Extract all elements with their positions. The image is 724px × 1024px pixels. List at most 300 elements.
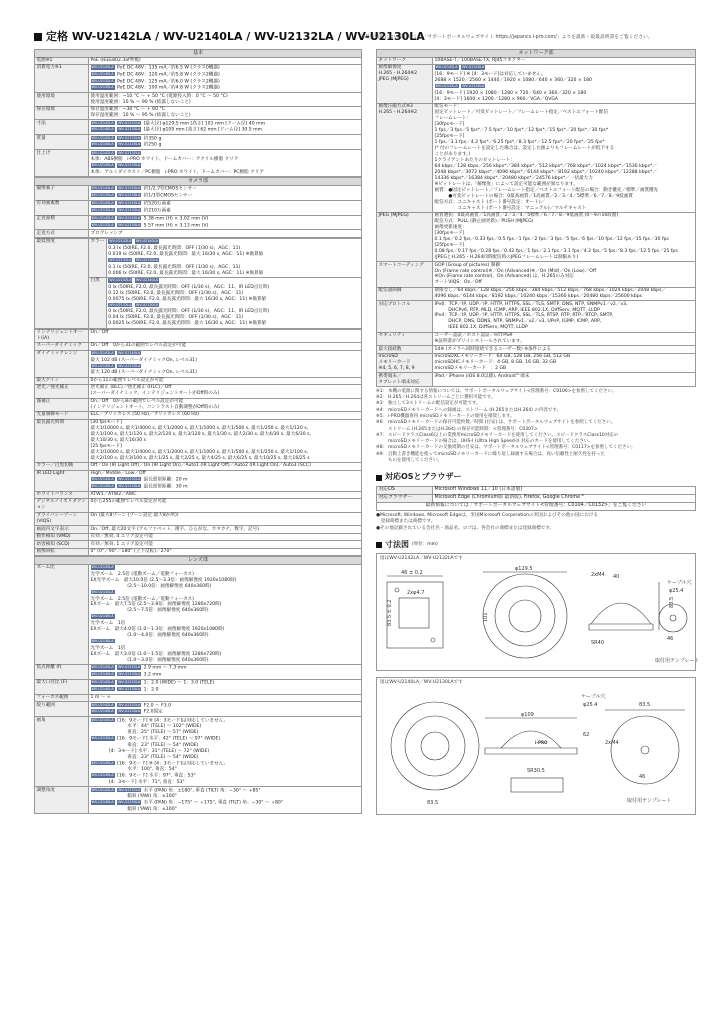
table-row — [35, 787, 362, 814]
model-tag: WV-U2142LA — [91, 702, 114, 707]
spec-value-line: [25fpsモード] — [434, 243, 465, 249]
table-row — [377, 502, 696, 510]
spec-value-line: 本体：ABS樹脂 i-PRO ホワイト、ドームカバー：アクリル樹脂 クリア — [90, 157, 239, 163]
model-tag: WV-U2132LA — [109, 302, 132, 307]
side-dome — [591, 603, 651, 624]
table-row — [35, 512, 362, 526]
footnote-mark: ※5： — [376, 414, 388, 419]
table-row — [377, 65, 696, 104]
footnote-text: microSDメモリーカードへの録画は、ストリーム (H.265またはH.264) の内容です。 — [388, 407, 562, 413]
spec-value — [89, 470, 362, 491]
brand-logo: i-PRO — [535, 740, 548, 746]
spec-value-line: 1 m 〜 ∞ — [90, 695, 111, 701]
spec-value — [89, 385, 362, 399]
model-tag: WV-U2130LA — [118, 222, 141, 227]
spec-value-line: 最大1/10000 s, 最大1/4000 s, 最大1/2000 s, 最大1/1000 s, 最大1/500 s, 最大1/250 s, 最大1/120 s, — [90, 426, 309, 432]
spec-value-line: High／Middle／Low／Off — [90, 470, 146, 476]
spec-value — [433, 65, 696, 104]
dimensions-heading-text: 寸法図 — [385, 539, 409, 549]
footnote-mark: ※3： — [376, 401, 388, 407]
spec-value — [89, 679, 362, 694]
spec-value-line: WV-U2140LA PoE DC 48V：120 mA／約5.8 W (クラス2機器) — [91, 72, 220, 78]
spec-value-line: 配信モード： — [434, 104, 462, 110]
model-tag: WV-U2140LA — [118, 185, 141, 190]
footnote-text: microSDメモリーカードの場合は、UHS-I (Ultra High Speed-I) 対応のカードを使用してください。 — [388, 439, 593, 445]
spec-key: 妨害検知 (SCD) — [35, 541, 89, 549]
spec-value-line: ことがあります。) — [434, 151, 471, 157]
spec-value-line: 2048 kbps*／3072 kbps*／4096 kbps*／6144 kbps*／8192 kbps*／10240 kbps*／12288 kbps*／ — [434, 169, 657, 175]
table-row — [35, 694, 362, 702]
spec-value-line: 0° (0°／90°／180° (上下反転)／270° — [90, 549, 172, 555]
spec-key: 対応プロトコル — [377, 301, 433, 332]
spec-value-line: WV-U2132LA [16：9モード] 水平：42° (TELE) 〜 97° (WIDE) — [91, 736, 221, 742]
spec-value-line: 4096 kbps／6144 kbps／8192 kbps／10240 kbps／15360 kbps／20480 kbps／25600 kbps — [434, 293, 643, 299]
spec-value-line: 0.006 lx (50IRE, F2.0, 最長露光時間：最大 16/30 s, AGC：11) ※換算値 — [108, 270, 264, 276]
model-tag: WV-U2130LA — [118, 207, 141, 212]
spec-value-line: 傾斜 (YAW) 角：±100° — [90, 794, 177, 800]
os-value: Microsoft Windows 11／10 (日本語版) — [433, 486, 696, 494]
table-row — [35, 106, 362, 120]
table-row — [35, 499, 362, 513]
spec-key: 動作検知 (VMD) — [35, 533, 89, 541]
model-tag: WV-U2140LA — [135, 278, 158, 283]
spec-value-line: WV-U2142LA [16：9モード] ※ [4：3モード]は対応していません。 — [91, 717, 229, 724]
spec-subkey: カラー — [89, 239, 107, 278]
spec-value-line: 最大2/100 s, 最大3/100 s, 最大1/25 s, 最大2/25 s, 最大4/25 s, 最大6/25 s, 最大10/25 s, 最大16/25 s — [90, 455, 310, 461]
table-row — [35, 564, 362, 664]
spec-value — [89, 526, 362, 534]
spec-value-line: 配信方式：ユニキャスト (ポート番号設定：オート)／ — [434, 199, 546, 205]
spec-key: 最大口径比 (F) — [35, 679, 89, 694]
table-row — [35, 239, 362, 278]
spec-value — [433, 353, 696, 373]
browser-value: Microsoft Edge (Chromium版 最新版), Firefox, Google Chrome™ — [433, 494, 696, 502]
spec-value — [89, 185, 362, 200]
footnote-text: 自動上書き機能を使ってmicroSDメモリーカードに繰り返し録画する場合は、高い信頼性と耐久性を持った — [388, 451, 605, 457]
table-row — [377, 212, 696, 261]
spec-key: 調整角度 — [35, 787, 89, 814]
spec-value-line — [108, 278, 359, 285]
spec-value — [89, 65, 362, 93]
table-row — [35, 343, 362, 351]
spec-value-line: EX光学ズーム 最大10.0倍 (2.5〜3.3倍：画像解像度 1920x1080時) — [90, 577, 237, 583]
model-tag: WV-U2130LA — [118, 163, 141, 168]
spec-value-line: 本体：アルミダイカスト／PC樹脂 i-PRO ホワイト、ドームカバー：PC樹脂 クリア — [90, 169, 264, 175]
trademark-line: 登録商標または商標です。 — [376, 519, 436, 525]
spec-key: デジタルノイズリダクション — [35, 499, 89, 513]
spec-value-line: ※ビットレートは、「解像度」によって設定可能な範囲が異なります。 — [434, 181, 578, 187]
model-tag: WV-U2132LA — [118, 702, 141, 707]
spec-value-line: 画像更新速度： — [434, 225, 467, 231]
spec-value — [89, 548, 362, 556]
table-row — [35, 419, 362, 462]
model-tag: WV-U2132LA — [91, 207, 114, 212]
dim-2xm4: 2xM4 — [591, 572, 605, 579]
footnote-mark — [376, 458, 386, 464]
spec-value-line: 0.1 fps／0.2 fps／0.33 fps／0.5 fps／1 fps／2 fps／3 fps／5 fps／6 fps／10 fps／12 fps／15 fps／30 fps — [434, 237, 669, 243]
spec-value — [106, 277, 361, 328]
spec-key: IR LED Light — [35, 470, 89, 491]
spec-value — [89, 702, 362, 717]
model-tag: WV-U2132LA — [118, 665, 141, 670]
model-tag: WV-U2140LA — [91, 686, 114, 691]
os-note: 最新情報については「サポートポータルウェブサイト<管理番号：C0104／C0132>」をご覧ください — [377, 502, 696, 510]
spec-value — [433, 373, 696, 387]
bottom-base — [511, 778, 563, 792]
table-row — [35, 215, 362, 230]
spec-value-line: 最大1/10000 s, 最大1/4000 s, 最大1/2000 s, 最大1/1000 s, 最大1/500 s, 最大1/250 s, 最大1/100 s, — [90, 449, 309, 455]
spec-key: microSD メモリーカード ※4, 5, 6, 7, 8, 9 — [377, 353, 433, 373]
spec-value-line: 2688 × 1520／2560 × 1440／1920 × 1080／640 × 360／320 × 180 — [434, 78, 592, 83]
mount-hole — [431, 638, 435, 642]
spec-value-line: WV-U2142LA WV-U2132LA 水平 (PAN) 角：±180°, 垂直 (TILT) 角：−30° 〜 +85° — [91, 787, 261, 794]
table-row — [35, 702, 362, 717]
spec-value-line: 0.1 lx (50IRE, F2.0, 最長露光時間：OFF (1/30 s)、AGC：11) — [108, 264, 241, 270]
spec-value-line: EXズーム 最大3.0倍 (1.0〜1.5倍：画像解像度 1280x720時) — [90, 651, 222, 657]
spec-key: 画像圧縮方式※3 H.265・H.264※2 — [377, 103, 433, 212]
table-row — [35, 200, 362, 215]
spec-value-line: WV-U2132LA WV-U2130LA 5.57 mm (H) × 3.13 mm (V) — [91, 222, 209, 229]
os-table — [376, 486, 696, 511]
spec-value-line — [91, 163, 360, 170]
dome-lens-outline — [421, 732, 449, 760]
spec-value — [89, 377, 362, 385]
dim-cable-d: φ25.4 — [669, 588, 684, 595]
spec-value-line: WV-U2140LA WV-U2130LA 最長照射距離：30 m — [91, 483, 188, 490]
dim-1295: φ129.5 — [515, 566, 533, 573]
table-row — [35, 150, 362, 177]
spec-key: 画像解像度 H.265・H.264※2 JPEG (MJPEG) — [377, 65, 433, 104]
spec-value — [89, 564, 362, 664]
spec-value-line — [108, 258, 359, 265]
spec-value-line: 14※ (カメラへ同時接続できるユーザー数) ※条件による — [434, 346, 552, 352]
spec-value-line: (2.5〜10.0倍：画像解像度 640x360時) — [90, 583, 212, 589]
spec-value — [89, 419, 362, 462]
table-row — [35, 463, 362, 471]
dim-835: 83.5 — [639, 702, 651, 709]
table-row — [377, 486, 696, 494]
section-header: カメラ部 — [35, 178, 362, 186]
table-row — [35, 717, 362, 787]
spec-value-line: WV-U2142LA WV-U2140LA 5.38 mm (H) × 3.02 mm (V) — [91, 215, 209, 222]
spec-value-line: 0.0025 lx (50IRE, F2.0, 最長露光時間：最大 16/30 s, AGC：11) ※換算値 — [108, 321, 267, 327]
spec-value — [89, 120, 362, 135]
footnote-text: 独立して3ストリームの配信設定が可能です。 — [388, 401, 481, 407]
footnote-mark: ※8： — [376, 445, 388, 451]
spec-key: 消費電力※1 — [35, 65, 89, 93]
spec-key: 走査方式 — [35, 230, 89, 238]
footnote — [376, 458, 696, 464]
model-tag: WV-U2130LA — [118, 192, 141, 197]
spec-key: 有効画素数 — [35, 200, 89, 215]
browser-key: 対応ブラウザー — [377, 494, 433, 502]
spec-value-line: (2.5〜7.5倍：画像解像度 640x360時) — [90, 608, 209, 614]
spec-key: 画面内文字表示 — [35, 526, 89, 534]
spec-key: スーパーダイナミック — [35, 343, 89, 351]
spec-value-line: 逆光補正 (BLC)／強光補正 (HLC)／Off — [90, 385, 172, 391]
model-tag: WV-U2140LA — [91, 142, 114, 147]
spec-key: プライバシーゾーン(VIQS) — [35, 512, 89, 526]
spec-value-line: 垂直：23° (TELE) 〜 54° (WIDE) — [90, 742, 199, 748]
dimension-drawing-2 — [377, 688, 695, 812]
table-row — [35, 664, 362, 679]
spec-value-line: 0.08 fps／0.17 fps／0.28 fps／0.42 fps／1 fps／2.1 fps／3.1 fps／4.2 fps／5 fps／8.3 fps／12.5 fps／25 fps — [434, 249, 678, 255]
table-row — [377, 287, 696, 301]
spec-value — [433, 287, 696, 301]
spec-value — [89, 106, 362, 120]
table-row — [377, 332, 696, 346]
spec-value-line: ※証明書がプリインストールされています。 — [434, 338, 525, 344]
spec-value-line: WV-U2130LA PoE DC 48V：100 mA／約4.8 W (クラス2機器) — [91, 85, 220, 92]
table-row — [377, 373, 696, 387]
spec-key: ネットワーク — [377, 57, 433, 65]
dome-lens-outline — [509, 600, 541, 632]
table-row — [35, 541, 362, 549]
spec-value-line: 使用湿度範囲：10 % 〜 90 % (結露しないこと) — [90, 99, 191, 105]
spec-value-line: 配信方式：PULL (静止画更新)／PUSH (MJPEG) — [434, 219, 534, 225]
spec-value — [89, 398, 362, 412]
table-row — [35, 93, 362, 107]
table-row — [35, 185, 362, 200]
spec-value — [433, 57, 696, 65]
side-dome — [501, 731, 561, 748]
table-row — [35, 57, 362, 65]
spec-value-line: 10BASE-T／100BASE-TX, RJ45コネクター — [434, 57, 526, 63]
spec-value-line: 傾斜 (YAW) 角：±100° — [90, 806, 177, 812]
table-row — [35, 65, 362, 93]
dim-cable: ケーブル穴 — [667, 580, 692, 587]
model-tag: WV-U2140LA — [118, 350, 141, 355]
model-tag: WV-U2142LA — [91, 680, 114, 685]
spec-value — [89, 412, 362, 420]
spec-value-line: EXズーム 最大7.5倍 (2.5〜3.8倍：画像解像度 1280x720時) — [90, 602, 222, 608]
spec-value-line: 使用温度範囲：−10 °C 〜 + 50 °C (電源投入時：0 °C 〜 50 °C) — [90, 93, 228, 99]
spec-value-line: WV-U2140LA WV-U2130LA 3.2 mm — [91, 671, 162, 678]
template-cable-hole — [670, 615, 676, 621]
spec-value-line: [16：9モード] 1920 × 1080／1280 × 720／640 × 360／320 × 180 — [434, 90, 587, 96]
dim-62: 62 — [583, 732, 590, 739]
spec-value-line: On／Off — [90, 329, 109, 335]
spec-value-line: [30fpsモード] — [434, 231, 465, 237]
model-tag: WV-U2142LA — [91, 787, 114, 792]
spec-value-line — [91, 590, 360, 597]
model-tag: WV-U2142LA — [91, 215, 114, 220]
os-key: 対応OS — [377, 486, 433, 494]
table-row — [35, 329, 362, 343]
spec-value-line: [25fpsモード] — [434, 134, 465, 140]
spec-value-line: 画質：●固定ビットレート／フレームレート指定／ベストエフォート配信の場合：動き優先／標準／画質優先 — [434, 187, 659, 193]
right-spec-column — [376, 49, 700, 815]
spec-value — [89, 463, 362, 471]
spec-subkey: 白黒 — [89, 277, 107, 328]
spec-key: 使用環境 — [35, 93, 89, 107]
dim-46: 46 — [639, 774, 646, 781]
left-spec-column — [34, 49, 362, 814]
footnote-mark: ※2： — [376, 395, 388, 401]
table-row — [377, 346, 696, 354]
template-cable-hole — [641, 746, 649, 754]
table-row — [377, 262, 696, 287]
drawing-caption: 図はWV-U2140LA／WV-U2130LAです — [380, 680, 463, 686]
spec-value — [89, 350, 362, 377]
spec-value-line: 0 lx (50IRE, F2.0, 最長露光時間：OFF (1/30 s)、AGC：11、IR LED点灯時) — [108, 284, 270, 290]
model-tag: WV-U2142LA — [435, 65, 458, 70]
drawing-caption: 図はWV-U2142LA／WV-U2132LAです — [380, 556, 463, 562]
spec-key: セキュリティ — [377, 332, 433, 346]
model-tag: WV-U2130LA — [118, 142, 141, 147]
spec-value-line: WV-U2142LA PoE DC 48V：135 mA／約6.5 W (クラス0機器) — [91, 65, 220, 72]
spec-key: 走査面積 — [35, 215, 89, 230]
spec-value-line: 0から255の範囲でレベル設定が可能 — [90, 499, 167, 505]
spec-value — [89, 664, 362, 679]
spec-value-line — [91, 639, 360, 646]
spec-value-line: microSDメモリーカード ：2 GB — [434, 366, 507, 372]
spec-value-line: 0.3 lx (50IRE, F2.0, 最長露光時間：OFF (1/30 s)、AGC：11) — [108, 246, 241, 251]
model-tag: WV-U2142LA — [91, 185, 114, 190]
spec-key: 画角 — [35, 717, 89, 787]
spec-value-line: ELC／ブリッカレス (50 Hz)／ブリッカレス (60 Hz) — [90, 412, 199, 418]
table-row — [35, 526, 362, 534]
footnotes — [376, 389, 696, 465]
spec-table — [34, 329, 362, 557]
spec-value-line: WV-U2132LA WV-U2130LA 約210万画素 — [91, 207, 171, 214]
table-row — [35, 350, 362, 377]
model-tag: WV-U2130LA — [135, 302, 158, 307]
footnote-mark: ※4： — [376, 407, 388, 413]
spec-value — [89, 230, 362, 238]
spec-value-line: WV-U2132LA WV-U2130LA 約1/3型CMOSセンサー — [91, 192, 193, 199]
spec-value-line: IEEE 802.1X, DiffServ, MQTT, LLDP — [434, 325, 528, 331]
spec-key: 保存環境 — [35, 106, 89, 120]
spec-value-line: IPv6：TCP／IP, UDP／IP, HTTP, HTTPS, SSL／TLS, SMTP, DNS, NTP, SNMPv1／v2／v3, — [434, 301, 628, 307]
spec-value-line: PoE (IEEE802.3af準拠) — [90, 57, 141, 63]
spec-value-line: WV-U2142LA WV-U2132LA [最大径] φ129.5 mm [高さ] 101 mm [ドーム径] 40 mm — [91, 120, 266, 127]
dimension-drawing-1 — [377, 564, 700, 668]
spec-value — [89, 200, 362, 215]
spec-value-line: WV-U2140LA WV-U2130LA 1：2.0 — [91, 686, 159, 693]
spec-value-line: IPv4：TCP／IP, UDP／IP, HTTP, HTTPS, SSL／TLS, RTSP, RTP, RTP／RTCP, SMTP, — [434, 313, 614, 319]
model-tag: WV-U2130LA — [135, 257, 158, 262]
spec-key: 霧補正 — [35, 398, 89, 412]
spec-value-line: 保存湿度範囲：10 % 〜 95 % (結露しないこと) — [90, 113, 191, 119]
model-tag: WV-U2140LA — [135, 239, 158, 244]
spec-key: 仕上げ — [35, 150, 89, 177]
table-row — [377, 301, 696, 332]
spec-value-line: microSDXCメモリーカード：64 GB, 128 GB, 256 GB, 512 GB — [434, 354, 571, 360]
spec-value-line — [108, 239, 359, 246]
table-row — [377, 353, 696, 373]
footnote-text: i-PRO機器専用 microSDメモリーカードの使用を推奨します。 — [388, 414, 515, 419]
spec-value-line: (インテリジェントオート、コントラスト自動調整がOff時のみ) — [90, 404, 220, 410]
trademark-notes — [376, 513, 696, 532]
dim-109: φ109 — [521, 712, 534, 719]
spec-value-line — [91, 351, 360, 358]
spec-value-line: 1 fps／3.1 fps／4.2 fps*／6.25 fps*／8.3 fps*／12.5 fps*／20 fps*／25 fps* — [434, 139, 605, 145]
spec-value-line: 光学ズーム 1倍 — [90, 645, 126, 651]
spec-value — [89, 343, 362, 351]
spec-key: 絞り範囲 — [35, 702, 89, 717]
spec-value — [89, 150, 362, 177]
header-note: ※最新情報について詳しくは「サポートポータルウェブサイト https://japancs.i-pro.com/」よりを最新・取扱説明書をご覧ください。 — [361, 35, 653, 40]
dim-835b: 83.5 — [669, 597, 675, 609]
spec-value-line: On (最大8ゾーン (ゾーン設定 最大8か所)) — [90, 512, 179, 518]
model-tag: WV-U2140LA — [462, 65, 485, 70]
spec-value-line: 水平：100°, 垂直：54° — [90, 767, 177, 773]
spec-key: カラー／白黒切換 — [35, 463, 89, 471]
spec-value-line: ※On (Frame rate control)、On (Advanced) は、H.265のみ対応 — [434, 274, 574, 280]
section-header: 基本 — [35, 50, 362, 58]
spec-value-line: 最大 102 dB (スーパーダイナミックOn, レベル31) — [90, 357, 197, 363]
dim-sr: SR30.5 — [527, 768, 545, 775]
spec-value-line: (1.0〜4.0倍：画像解像度 640x360時) — [90, 633, 209, 639]
model-tag: WV-U2130LA — [118, 483, 141, 488]
dim-2x47: 2xφ4.7 — [407, 590, 425, 597]
dim-2xm4: 2xM4 — [605, 740, 619, 747]
dim-cable: ケーブル穴 — [581, 694, 606, 701]
os-heading-text: 対応OSとブラウザー — [385, 472, 462, 482]
model-tag: WV-U2130LA — [118, 671, 141, 676]
spec-value-line: (スーパーダイナミック、インテリジェントオートがOff時のみ) — [90, 391, 220, 397]
spec-value-line: 光学ズーム 2.5倍 (電動ズーム／電動フォーカス) — [90, 571, 194, 577]
spec-table — [376, 49, 696, 387]
footnote-text: 本機の電源に関する情報については、サポートポータルウェブサイト<管理番号：C0106>を参照してください。 — [388, 388, 617, 394]
spec-value — [89, 717, 362, 787]
footnote-text: ストリーム (H.265またはH.264) の保存可能時間：<管理番号：C0307> — [388, 426, 538, 432]
spec-value — [89, 499, 362, 513]
spec-value-line: WV-U2142LA WV-U2132LA F2.0 〜 F3.0 — [91, 702, 172, 709]
spec-value — [89, 329, 362, 343]
table-row — [35, 135, 362, 150]
spec-table — [34, 49, 362, 177]
spec-key: 携帯端末／ タブレット端末対応 — [377, 373, 433, 387]
spec-key: 電源※1 — [35, 57, 89, 65]
model-tag: WV-U2130LA — [118, 709, 141, 714]
spec-key: 焦点距離 (f) — [35, 664, 89, 679]
table-row — [35, 398, 362, 412]
footnote-mark: ※9： — [376, 451, 388, 457]
spec-value-line: プログレッシブ — [90, 230, 123, 236]
spec-value — [433, 301, 696, 332]
model-tag: WV-U2142LA — [91, 350, 114, 355]
model-tag: WV-U2130LA — [118, 127, 141, 132]
spec-key: 質量 — [35, 135, 89, 150]
table-row — [35, 491, 362, 499]
spec-value-line: WV-U2140LA WV-U2130LA [最大径] φ109 mm [高さ] 62 mm [ドーム径] 30.5 mm — [91, 127, 263, 134]
spec-key: 寸法 — [35, 120, 89, 135]
model-tag: WV-U2132LA — [118, 120, 141, 125]
spec-value-line: ユニキャスト (ポート番号設定：マニュアル)／マルチキャスト — [434, 205, 587, 211]
dome-top-outline — [483, 574, 567, 658]
model-tag: WV-U2142LA — [109, 278, 132, 283]
spec-value-line: 最大1/100 s, 最大1/120 s, 最大2/120 s, 最大3/120 s, 最大1/30 s, 最大2/30 s, 最大4/30 s, 最大6/30 s, — [90, 431, 311, 437]
spec-value-line: WV-U2140LA WV-U2130LA 水平 (PAN) 角：−175° 〜 +175°, 垂直 (TILT) 角：−30° 〜 +80° — [91, 800, 284, 806]
model-tag: WV-U2130LA — [91, 773, 114, 778]
dim-sr40: SR40 — [591, 640, 605, 647]
spec-value — [89, 93, 362, 107]
model-tag: WV-U2142LA — [91, 200, 114, 205]
model-tag: WV-U2142LA — [91, 476, 114, 481]
spec-value-line: フレームレート： — [434, 116, 472, 122]
dim-835b: 83.5 — [427, 800, 439, 807]
base-plate-inner — [399, 598, 429, 628]
spec-value-line: 14336 kbps*／16384 kbps*／20480 kbps*／24576 kbps*／一括最大力 — [434, 175, 593, 181]
model-tag: WV-U2132LA — [109, 257, 132, 262]
model-tag: WV-U2140LA — [91, 614, 114, 619]
spec-value — [89, 533, 362, 541]
spec-key: 光量制御モード — [35, 412, 89, 420]
model-tag: WV-U2132LA — [91, 192, 114, 197]
spec-value-line: microSDHCメモリーカード：4 GB, 8 GB, 16 GB, 32 GB — [434, 360, 557, 366]
